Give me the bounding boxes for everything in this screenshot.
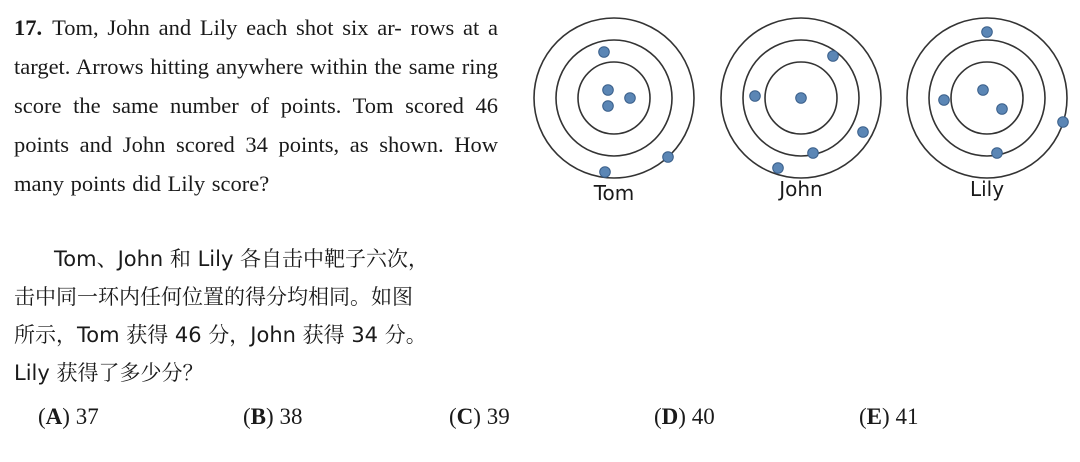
target-ring — [907, 18, 1067, 178]
choice-value: 40 — [691, 404, 715, 429]
problem-text-en — [14, 8, 498, 203]
choice-b[interactable]: (B) 38 — [243, 404, 303, 429]
problem-line-en: within the same ring score the same number of — [14, 54, 499, 118]
arrow-hit — [663, 152, 674, 163]
choice-letter: B — [250, 404, 267, 429]
problem-line-cn: 击中同一环内任何位置的得分均相同。如图 — [14, 285, 413, 309]
target-ring — [578, 62, 650, 134]
arrow-hit — [992, 148, 1003, 159]
arrow-hit — [603, 85, 614, 96]
arrow-hit — [1058, 117, 1069, 128]
problem-line-cn: Lily 获得了多少分？ — [14, 361, 204, 385]
target-ring — [951, 62, 1023, 134]
problem-line-cn: 所示，Tom 获得 46 分，John 获得 34 分。 — [14, 323, 427, 347]
arrow-hit — [828, 51, 839, 62]
problem-text-cn — [14, 240, 484, 392]
choice-d[interactable]: (D) 40 — [654, 404, 715, 429]
arrow-hit — [750, 91, 761, 102]
problem-line-en: 34 points, as shown. How many points did Lily — [14, 132, 498, 196]
choice-letter: D — [661, 404, 679, 429]
arrow-hit — [603, 101, 614, 112]
arrow-hit — [773, 163, 784, 174]
choice-c[interactable]: (C) 39 — [449, 404, 510, 429]
arrow-hit — [978, 85, 989, 96]
arrow-hit — [939, 95, 950, 106]
choice-letter: C — [456, 404, 474, 429]
problem-line-en: Tom, John and Lily each shot six ar- — [52, 15, 402, 40]
choice-value: 41 — [895, 404, 919, 429]
target-ring — [556, 40, 672, 156]
arrow-hit — [858, 127, 869, 138]
target-label: John — [779, 177, 823, 201]
arrow-hit — [796, 93, 807, 104]
problem-line-cn: Tom、John 和 Lily 各自击中靶子六次， — [54, 247, 430, 271]
target-label: Lily — [969, 177, 1005, 201]
choice-value: 38 — [279, 404, 303, 429]
problem-line-en: rows at a target. Arrows hitting anywhere — [14, 15, 498, 79]
problem-line-en: points. Tom scored 46 points and John scored — [14, 93, 498, 157]
choice-letter: E — [866, 404, 883, 429]
arrow-hit — [997, 104, 1008, 115]
problem-line-en: score? — [211, 171, 270, 196]
targets-figure — [520, 10, 1080, 220]
choice-value: 39 — [486, 404, 510, 429]
arrow-hit — [600, 167, 611, 178]
answer-choices — [38, 404, 1078, 444]
target-label: Tom — [593, 181, 635, 205]
choice-value: 37 — [75, 404, 99, 429]
arrow-hit — [625, 93, 636, 104]
arrow-hit — [982, 27, 993, 38]
problem-number: 17. — [14, 15, 43, 40]
arrow-hit — [599, 47, 610, 58]
choice-a[interactable]: (A) 37 — [38, 404, 99, 429]
choice-e[interactable]: (E) 41 — [859, 404, 919, 429]
arrow-hit — [808, 148, 819, 159]
choice-letter: A — [45, 404, 63, 429]
